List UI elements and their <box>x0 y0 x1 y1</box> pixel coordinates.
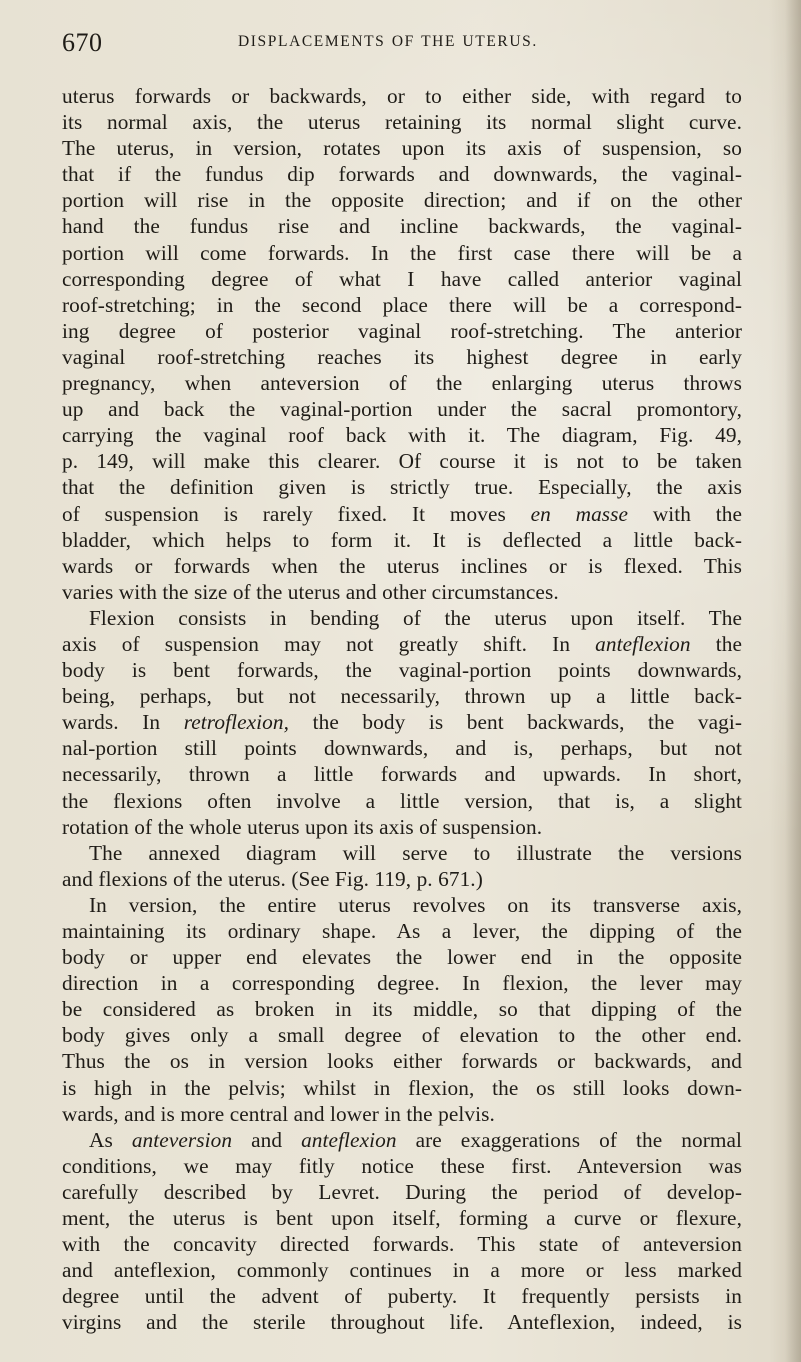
italic-term-anteflexion: anteflexion <box>301 1127 397 1152</box>
text-line: hand the fundus rise and incline backwards, the vaginal- <box>62 214 742 239</box>
text-line: body or upper end elevates the lower end in the opposite <box>62 945 742 970</box>
text-line: body gives only a small degree of elevation to the other end. <box>62 1023 742 1048</box>
text-line: portion will rise in the opposite direction; and if on the other <box>62 188 742 213</box>
page-edge-shadow <box>785 0 801 1362</box>
text-fragment: wards. In <box>62 710 161 735</box>
text-line: The annexed diagram will serve to illustrate the versions <box>89 840 742 865</box>
text-line: the flexions often involve a little version, that is, a slight <box>62 788 742 813</box>
italic-term-retroflexion: retroflexion, <box>183 710 290 735</box>
text-line: necessarily, thrown a little forwards and upwards. In short, <box>62 762 742 787</box>
text-fragment: the <box>715 631 742 656</box>
text-line: that if the fundus dip forwards and downwards, the vaginal- <box>62 162 742 187</box>
page-number: 670 <box>62 28 103 57</box>
text-fragment: of suspension is rarely fixed. It moves <box>62 501 506 526</box>
text-line: vaginal roof-stretching reaches its highest degree in early <box>62 344 742 369</box>
text-line: corresponding degree of what I have called anterior vaginal <box>62 266 742 291</box>
text-line: direction in a corresponding degree. In flexion, the lever may <box>62 971 742 996</box>
text-line: be considered as broken in its middle, so that dipping of the <box>62 997 742 1022</box>
text-line-mixed <box>62 709 742 735</box>
text-line: degree until the advent of puberty. It frequently persists in <box>62 1284 742 1309</box>
text-line: nal-portion still points downwards, and is, perhaps, but not <box>62 736 742 761</box>
text-line: and flexions of the uterus. (See Fig. 119, p. 671.) <box>62 866 483 891</box>
running-head: DISPLACEMENTS OF THE UTERUS. <box>238 33 538 50</box>
text-line: ing degree of posterior vaginal roof-stretching. The anterior <box>62 318 742 343</box>
text-fragment: and <box>251 1127 283 1152</box>
text-fragment: the body is bent backwards, the vagi- <box>312 710 743 735</box>
text-line: Thus the os in version looks either forwards or backwards, and <box>62 1049 742 1074</box>
italic-term-anteflexion: anteflexion <box>595 631 691 656</box>
body-text <box>62 83 742 1336</box>
text-line-mixed <box>62 631 742 657</box>
text-line: pregnancy, when anteversion of the enlarging uterus throws <box>62 371 742 396</box>
italic-term-en-masse: en masse <box>530 501 629 526</box>
text-line: wards or forwards when the uterus inclines or is flexed. This <box>62 553 742 578</box>
text-line: up and back the vaginal-portion under the sacral promontory, <box>62 397 742 422</box>
text-fragment: As <box>89 1127 113 1152</box>
text-line: carefully described by Levret. During the period of develop- <box>62 1179 742 1204</box>
text-line: wards, and is more central and lower in the pelvis. <box>62 1101 495 1126</box>
text-line: body is bent forwards, the vaginal-portion points downwards, <box>62 658 742 683</box>
text-line: ment, the uterus is bent upon itself, forming a curve or flexure, <box>62 1206 742 1231</box>
text-line: its normal axis, the uterus retaining its normal slight curve. <box>62 110 742 135</box>
text-line: bladder, which helps to form it. It is deflected a little back- <box>62 527 742 552</box>
text-line: being, perhaps, but not necessarily, thrown up a little back- <box>62 684 742 709</box>
text-fragment: axis of suspension may not greatly shift. In <box>62 631 571 656</box>
text-fragment: are exaggerations of the normal <box>415 1127 743 1152</box>
text-line: roof-stretching; in the second place there will be a correspond- <box>62 292 742 317</box>
text-line: Flexion consists in bending of the uterus upon itself. The <box>89 605 742 630</box>
text-line: In version, the entire uterus revolves on its transverse axis, <box>89 892 742 917</box>
text-line: varies with the size of the uterus and other circumstances. <box>62 579 559 604</box>
text-line: conditions, we may fitly notice these first. Anteversion was <box>62 1153 742 1178</box>
text-line: that the definition given is strictly true. Especially, the axis <box>62 475 742 500</box>
text-line: uterus forwards or backwards, or to either side, with regard to <box>62 84 742 108</box>
text-line: and anteflexion, commonly continues in a more or less marked <box>62 1258 742 1283</box>
text-line-mixed <box>62 501 742 527</box>
italic-term-anteversion: anteversion <box>131 1127 233 1152</box>
page-header <box>62 28 742 60</box>
text-line: The uterus, in version, rotates upon its axis of suspension, so <box>62 136 742 161</box>
text-line: is high in the pelvis; whilst in flexion, the os still looks down- <box>62 1075 742 1100</box>
text-line: virgins and the sterile throughout life. Anteflexion, indeed, is <box>62 1310 742 1335</box>
text-line: portion will come forwards. In the first case there will be a <box>62 240 742 265</box>
text-line: with the concavity directed forwards. This state of anteversion <box>62 1232 742 1257</box>
text-line: p. 149, will make this clearer. Of course it is not to be taken <box>62 449 742 474</box>
text-line: maintaining its ordinary shape. As a lever, the dipping of the <box>62 919 742 943</box>
text-line-mixed <box>62 1127 742 1153</box>
text-line: rotation of the whole uterus upon its axis of suspension. <box>62 814 543 839</box>
text-line: carrying the vaginal roof back with it. The diagram, Fig. 49, <box>62 423 742 448</box>
text-fragment: with the <box>652 501 743 526</box>
